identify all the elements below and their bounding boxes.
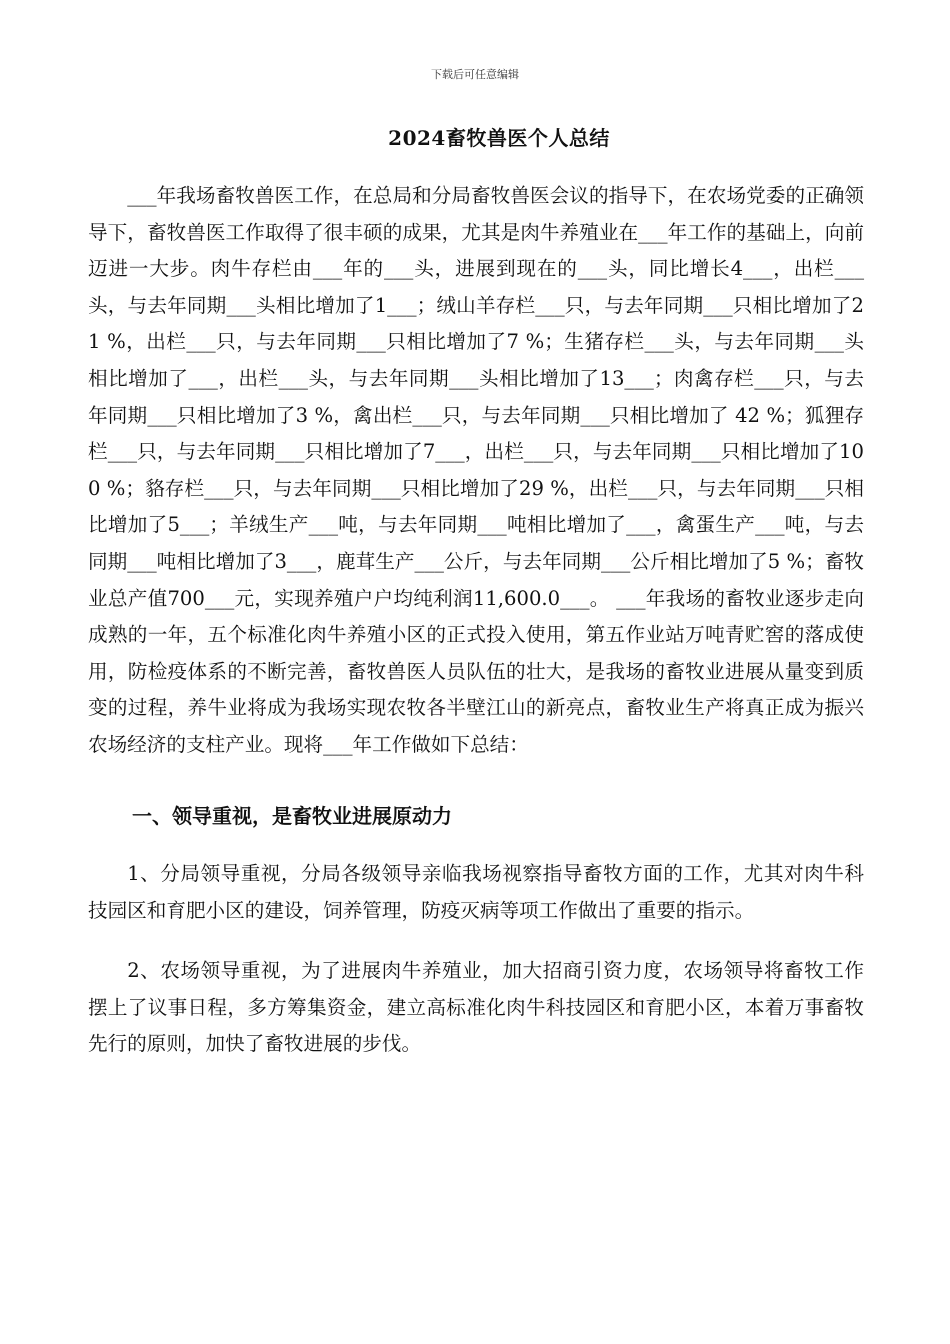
section-heading-1: 一、领导重视，是畜牧业进展原动力 xyxy=(132,803,452,828)
document-title: 2024畜牧兽医个人总结 xyxy=(388,126,610,150)
list-item-1: 1、分局领导重视，分局各级领导亲临我场视察指导畜牧方面的工作，尤其对肉牛科技园区和育肥小区的建设，饲养管理，防疫灭病等项工作做出了重要的指示。 xyxy=(88,862,864,922)
page-header-note: 下载后可任意编辑 xyxy=(431,68,519,81)
list-item-2: 2、农场领导重视，为了进展肉牛养殖业，加大招商引资力度，农场领导将畜牧工作摆上了议事日程，多方筹集资金，建立高标准化肉牛科技园区和育肥小区，本着万事畜牧先行的原则，加快了畜牧进展的步伐。 xyxy=(88,959,864,1056)
document-body xyxy=(88,178,864,1063)
intro-paragraph: ___年我场畜牧兽医工作，在总局和分局畜牧兽医会议的指导下，在农场党委的正确领导下，畜牧兽医工作取得了很丰硕的成果，尤其是肉牛养殖业在___年工作的基础上，向前迈进一大步。肉牛存栏由___年的___头，进展到现在的___头，同比增长4___，出栏___头，与去年同期___头相比增加了1___；绒山羊存栏___只，与去年同期___只相比增加了21 %，出栏___只，与去年同期___只相比增加了7 %；生猪存栏___头，与去年同期___头相比增加了___，出栏___头，与去年同期___头相比增加了13___；肉禽存栏___只，与去年同期___只相比增加了3 %，禽出栏___只，与去年同期___只相比增加了 42 %；狐狸存栏___只，与去年同期___只相比增加了7___，出栏___只，与去年同期___只相比增加了100 %；貉存栏___只，与去年同期___只相比增加了29 %，出栏___只，与去年同期___只相比增加了5___；羊绒生产___吨，与去年同期___吨相比增加了___，禽蛋生产___吨，与去同期___吨相比增加了3___，鹿茸生产___公斤，与去年同期___公斤相比增加了5 %；畜牧业总产值700___元，实现养殖户户均纯利润11,600.0___。 ___年我场的畜牧业逐步走向成熟的一年，五个标准化肉牛养殖小区的正式投入使用，第五作业站万吨青贮窖的落成使用，防检疫体系的不断完善，畜牧兽医人员队伍的壮大，是我场的畜牧业进展从量变到质变的过程，养牛业将成为我场实现农牧各半壁江山的新亮点，畜牧业生产将真正成为振兴农场经济的支柱产业。现将___年工作做如下总结： xyxy=(88,184,864,756)
